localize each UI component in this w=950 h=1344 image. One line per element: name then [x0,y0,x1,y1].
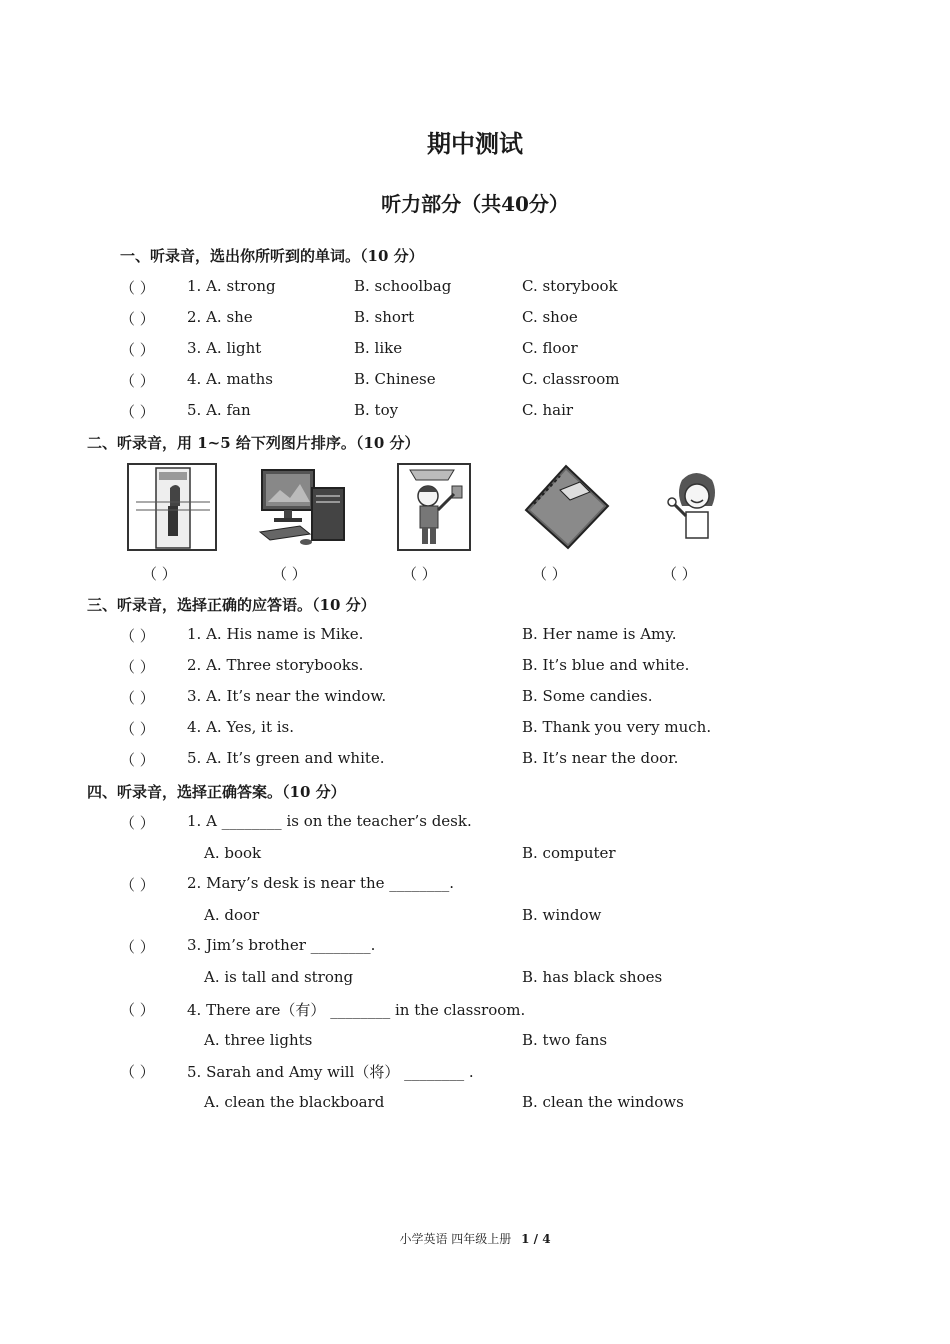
option-b: B. Thank you very much. [522,718,712,736]
option-b: B. window [522,906,602,924]
answer-blank[interactable]: （ ） [120,279,155,297]
option-c: C. floor [522,339,578,357]
answer-blank[interactable]: （ ） [120,627,155,645]
answer-blank[interactable]: （ ） [120,876,155,894]
option-c: C. shoe [522,308,578,326]
answer-blank[interactable]: （ ） [120,938,155,956]
section-4-heading: 四、听录音，选择正确答案。（10 分） [87,783,346,801]
question-stem: 1. A. His name is Mike. [187,625,364,643]
option-b: B. like [354,339,403,357]
answer-blank[interactable]: （ ） [120,1001,155,1019]
page-subtitle: 听力部分（共40分） [381,192,569,216]
answer-blank[interactable]: （ ） [120,689,155,707]
option-b: B. It’s blue and white. [522,656,690,674]
section-2-heading: 二、听录音，用 1~5 给下列图片排序。（10 分） [87,434,420,452]
computer-icon [256,462,350,550]
option-b: B. two fans [522,1031,608,1049]
question-stem: 5. A. It’s green and white. [187,749,385,767]
option-b: B. Chinese [354,370,436,388]
option-a: A. three lights [204,1031,313,1049]
option-b: B. clean the windows [522,1093,684,1111]
boy-light-switch-icon [396,462,472,552]
question-stem: 3. A. light [187,339,262,357]
option-b: B. schoolbag [354,277,452,295]
answer-blank[interactable]: （ ） [120,814,155,832]
picture-answer-blank[interactable]: （ ） [662,565,697,583]
question-stem: 5. Sarah and Amy will（将） ________ . [187,1063,474,1081]
footer-page-number: 1 / 4 [521,1232,551,1246]
option-b: B. Some candies. [522,687,653,705]
option-a: A. door [204,906,260,924]
question-stem: 2. A. she [187,308,253,326]
picture-answer-blank[interactable]: （ ） [532,565,567,583]
question-stem: 3. A. It’s near the window. [187,687,387,705]
question-stem: 4. A. maths [187,370,274,388]
question-stem: 4. A. Yes, it is. [187,718,295,736]
option-b: B. computer [522,844,616,862]
option-a: A. clean the blackboard [204,1093,385,1111]
answer-blank[interactable]: （ ） [120,658,155,676]
option-b: B. It’s near the door. [522,749,679,767]
option-b: B. Her name is Amy. [522,625,677,643]
option-b: B. toy [354,401,399,419]
section-1-heading: 一、听录音，选出你所听到的单词。（10 分） [120,247,424,265]
question-stem: 2. A. Three storybooks. [187,656,364,674]
picture-answer-blank[interactable]: （ ） [402,565,437,583]
option-b: B. has black shoes [522,968,663,986]
answer-blank[interactable]: （ ） [120,403,155,421]
question-stem: 2. Mary’s desk is near the ________. [187,874,455,892]
option-a: A. is tall and strong [204,968,354,986]
option-c: C. hair [522,401,574,419]
picture-answer-blank[interactable]: （ ） [142,565,177,583]
answer-blank[interactable]: （ ） [120,720,155,738]
question-stem: 4. There are（有） ________ in the classroom. [187,1001,526,1019]
answer-blank[interactable]: （ ） [120,751,155,769]
question-stem: 1. A ________ is on the teacher’s desk. [187,812,472,830]
question-stem: 5. A. fan [187,401,251,419]
option-a: A. book [204,844,262,862]
picture-answer-blank[interactable]: （ ） [272,565,307,583]
section-3-heading: 三、听录音，选择正确的应答语。（10 分） [87,596,376,614]
option-b: B. short [354,308,415,326]
answer-blank[interactable]: （ ） [120,310,155,328]
footer-course: 小学英语 四年级上册 [399,1232,512,1246]
answer-blank[interactable]: （ ） [120,341,155,359]
question-stem: 1. A. strong [187,277,276,295]
option-c: C. classroom [522,370,620,388]
answer-blank[interactable]: （ ） [120,1063,155,1081]
girl-waving-icon [660,470,730,542]
door-icon [126,462,218,552]
question-stem: 3. Jim’s brother ________. [187,936,376,954]
answer-blank[interactable]: （ ） [120,372,155,390]
notebook-icon [520,460,612,552]
page-footer [0,1230,950,1247]
page-title: 期中测试 [427,129,523,158]
option-c: C. storybook [522,277,618,295]
